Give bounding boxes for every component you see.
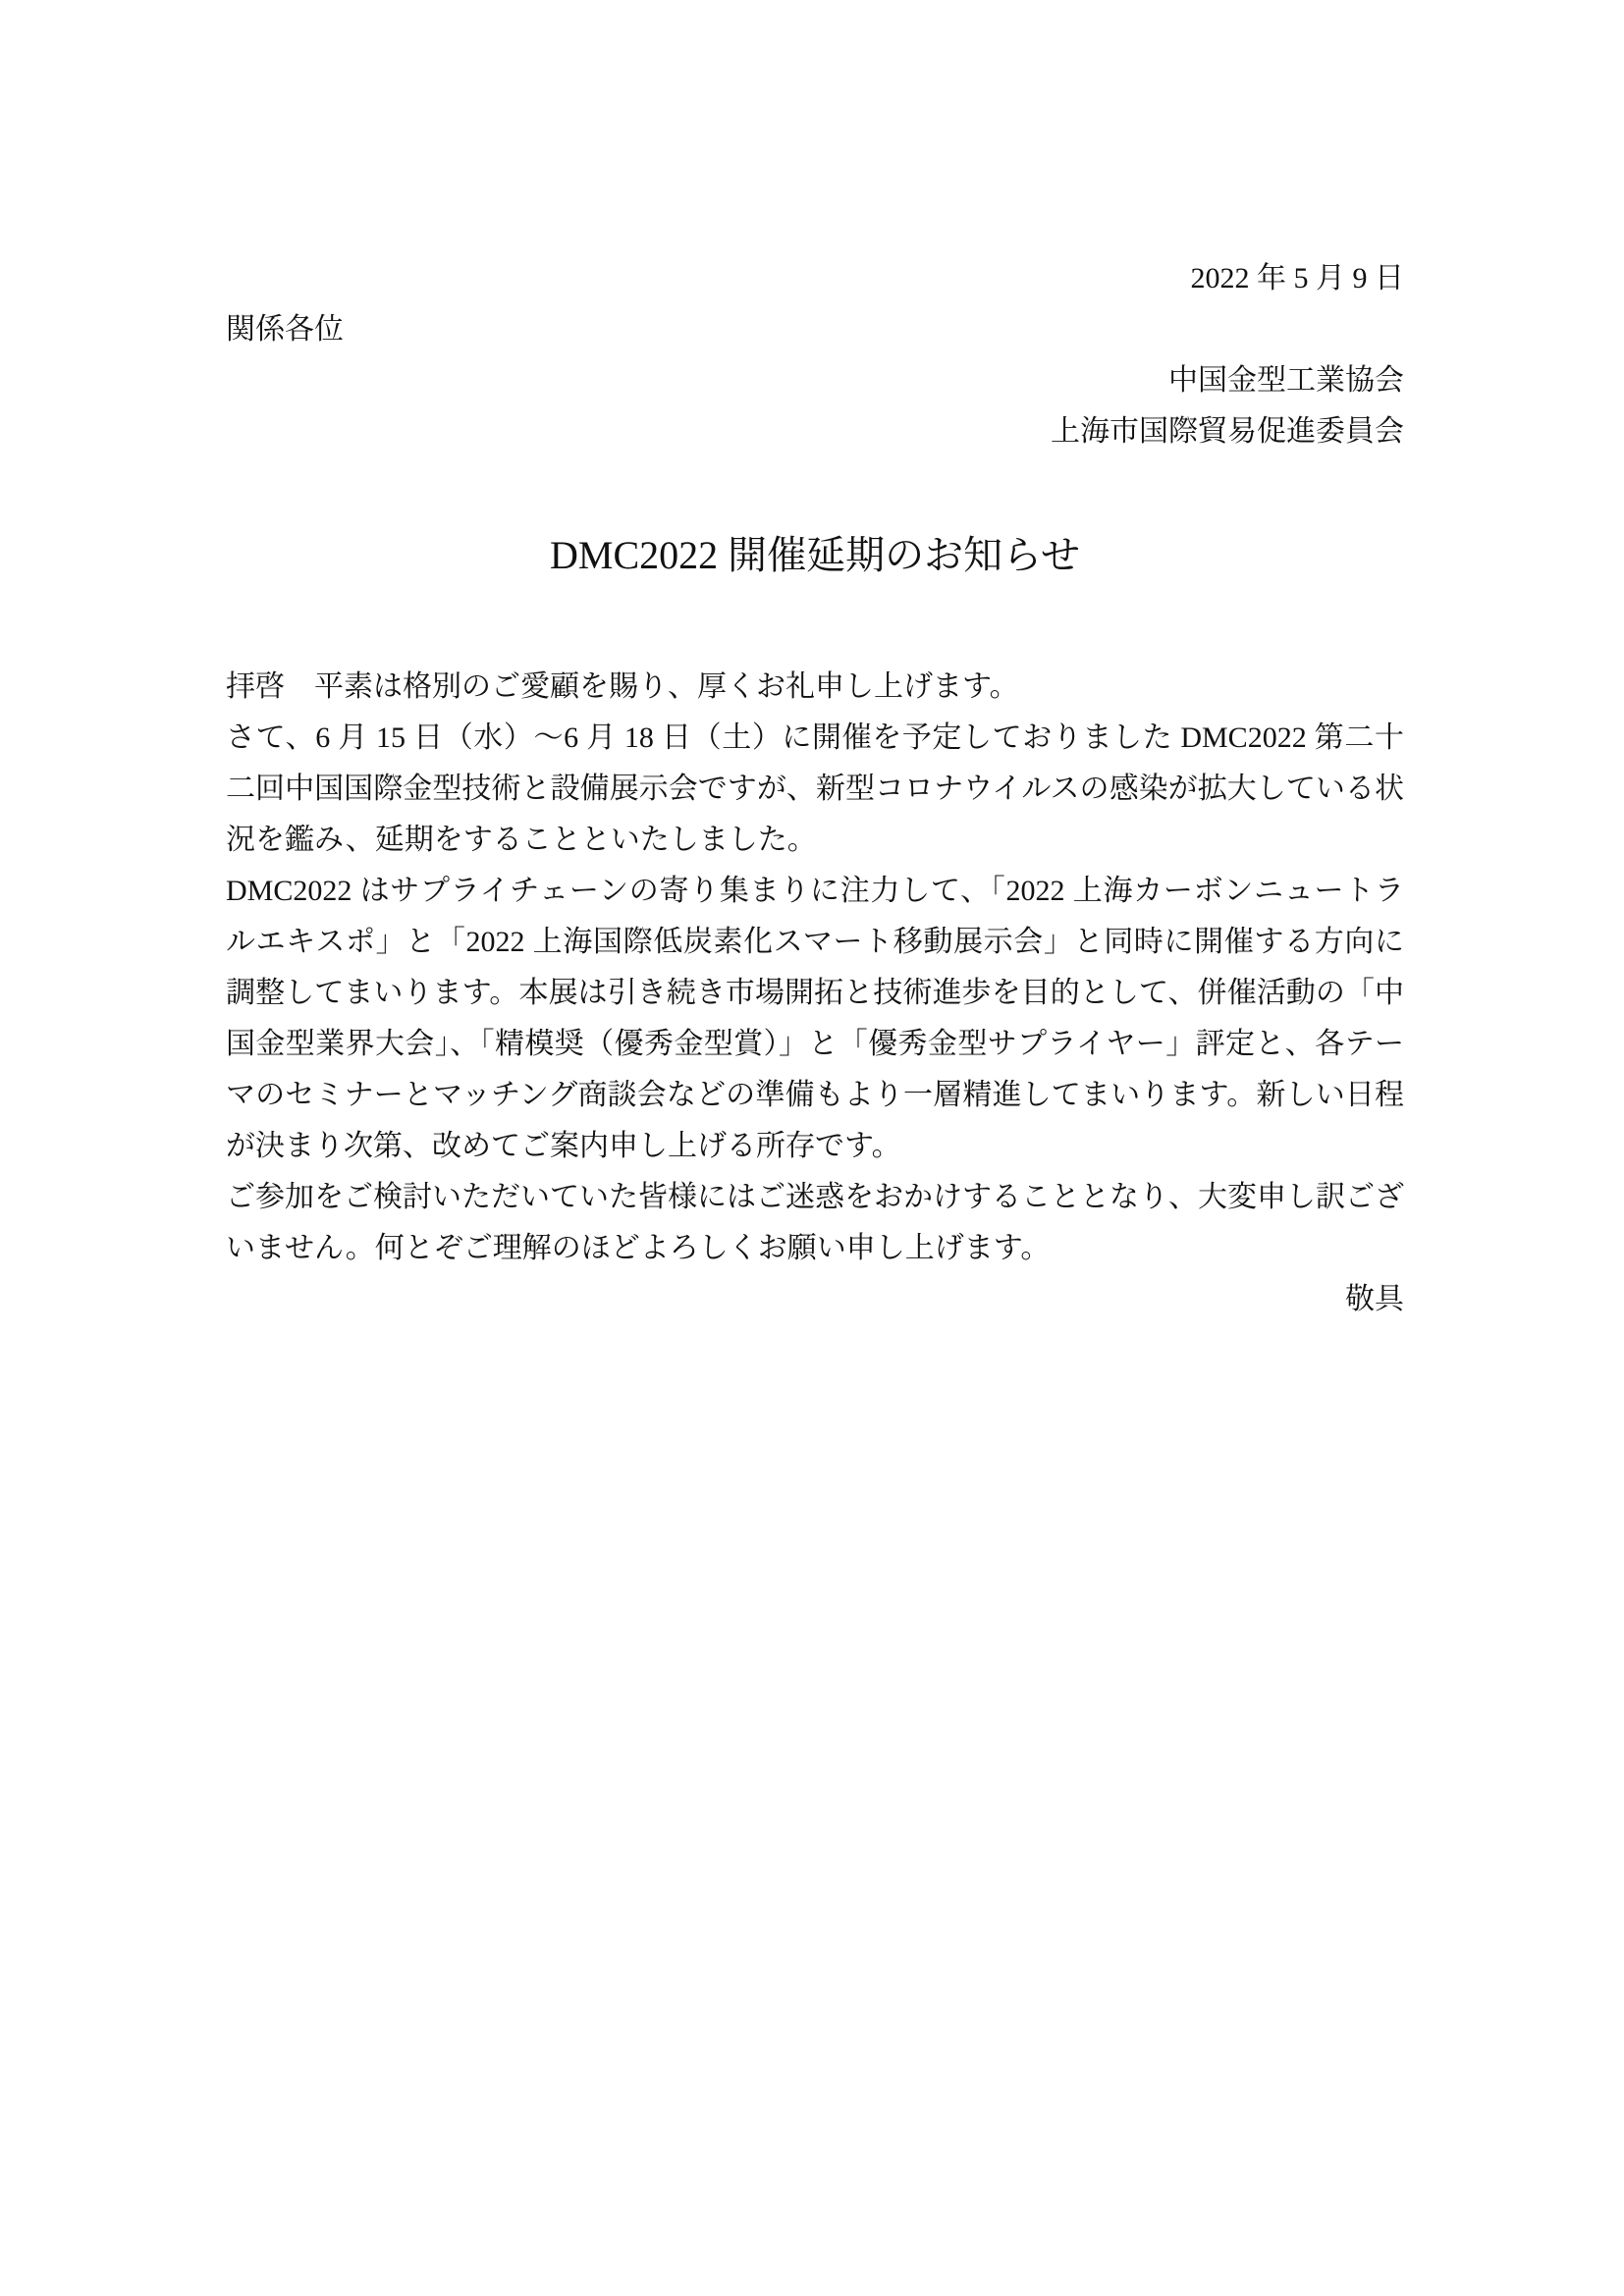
body-paragraph-plans: DMC2022 はサプライチェーンの寄り集まりに注力して、「2022 上海カーボンニュートラルエキスポ」と「2022 上海国際低炭素化スマート移動展示会」と同時に開催する方向に調整してまいります。本展は引き続き市場開拓と技術進歩を目的として、併催活動の「中国金型業界大会」、「精模奨（優秀金型賞）」と「優秀金型サプライヤー」評定と、各テーマのセミナーとマッチング商談会などの準備もより一層精進してまいります。新しい日程が決まり次第、改めてご案内申し上げる所存です。 xyxy=(226,875,1404,1162)
body-paragraph-apology: ご参加をご検討いただいていた皆様にはご迷惑をおかけすることとなり、大変申し訳ございません。何とぞご理解のほどよろしくお願い申し上げます。 xyxy=(226,1181,1404,1264)
sender-line-association: 中国金型工業協会 xyxy=(1168,364,1404,397)
letter-date: 2022 年 5 月 9 日 xyxy=(1190,262,1404,294)
sender-line-committee: 上海市国際貿易促進委員会 xyxy=(1051,415,1404,448)
letter-body xyxy=(226,662,1404,1274)
closing-word: 敬具 xyxy=(1345,1283,1404,1315)
letter-content xyxy=(226,253,1404,1325)
page-title: DMC2022 開催延期のお知らせ xyxy=(550,533,1080,577)
recipient-line: 関係各位 xyxy=(226,313,344,346)
body-paragraph-postponement: さて、6 月 15 日（水）～6 月 18 日（土）に開催を予定しておりました DMC2022 第二十二回中国国際金型技術と設備展示会ですが、新型コロナウイルスの感染が拡大している状況を鑑み、延期をすることといたしました。 xyxy=(226,721,1404,856)
body-paragraph-greeting: 拝啓 平素は格別のご愛顧を賜り、厚くお礼申し上げます。 xyxy=(226,670,1019,703)
